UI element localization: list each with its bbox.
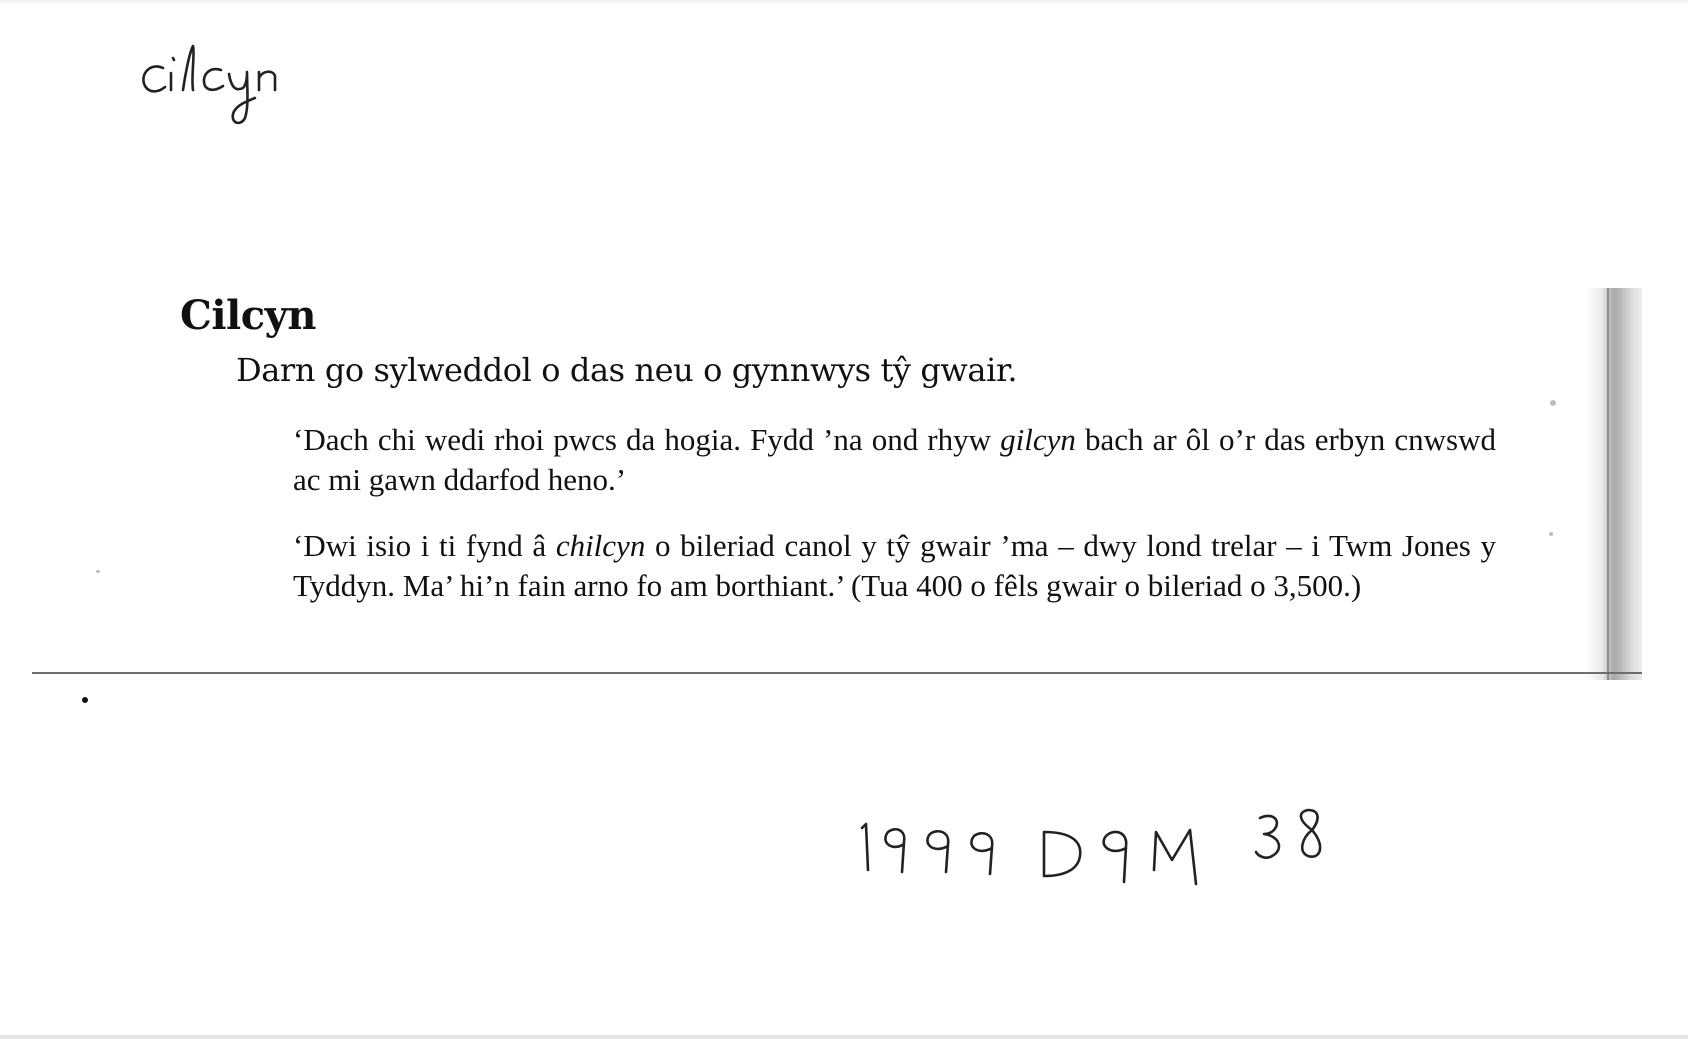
citation-1-italic-word: gilcyn	[1000, 422, 1076, 457]
citation-2	[293, 526, 1496, 606]
citation-2-after: o bileriad canol y tŷ gwair ’ma – dwy lond trelar – i Twm Jones y Tyddyn. Ma’ hi’n fain arno fo am borthiant.’ (Tua 400 o fêls gwair o bileriad o 3,500.)	[293, 528, 1496, 603]
dust-speck	[82, 697, 88, 703]
citation-1-before: ‘Dach chi wedi rhoi pwcs da hogia. Fydd ’na ond rhyw	[293, 422, 1001, 457]
handwritten-reference	[858, 808, 1338, 898]
clipping-bottom-rule	[32, 672, 1642, 674]
card-top-edge	[0, 0, 1688, 3]
headword: Cilcyn	[180, 292, 316, 339]
dust-speck	[1549, 532, 1553, 536]
citation-2-italic-word: chilcyn	[555, 528, 646, 563]
citation-2-before: ‘Dwi isio i ti fynd â	[293, 528, 556, 563]
card-bottom-edge	[0, 1035, 1688, 1039]
handwritten-word	[135, 40, 375, 140]
citation-1-after: bach ar ôl o’r das erbyn cnwswd ac mi gawn ddarfod heno.’	[293, 422, 1496, 497]
clipping-edge-shadow	[1585, 288, 1642, 680]
definition: Darn go sylweddol o das neu o gynnwys tŷ gwair.	[236, 351, 1018, 389]
dust-speck	[96, 570, 100, 573]
dust-speck	[1550, 400, 1556, 406]
citation-1	[293, 420, 1496, 500]
